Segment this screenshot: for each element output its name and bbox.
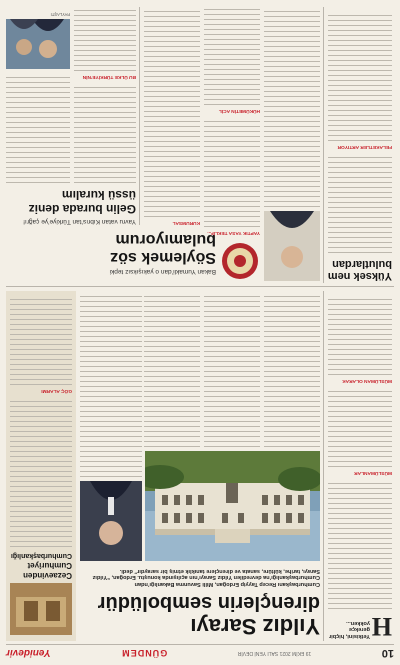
brand-logo: Yenidevir <box>6 647 51 659</box>
main-headline-2: dirençlerin sembolüdür <box>97 592 320 614</box>
right-story-col-2 <box>74 7 136 71</box>
center-red-label-2: HÜKÜMETİN ACİL <box>218 108 260 113</box>
sidebar-illustration <box>10 583 72 635</box>
main-story-col-2 <box>204 292 260 447</box>
issue-date: 19 EKİM 2021 SALI YENİ DEVİR <box>237 650 312 656</box>
left-column-text-3 <box>328 295 392 375</box>
emblem-icon <box>220 241 260 281</box>
main-headline-1: Yıldız Sarayı <box>190 614 320 639</box>
sidebar-text-2 <box>10 295 72 385</box>
main-story-col-1 <box>264 292 320 447</box>
sidebar-text <box>10 397 72 547</box>
palace-illustration <box>145 451 320 561</box>
center-kicker: Bakan Yumakli’dan o yakışıksız tepki <box>109 268 216 275</box>
center-story-col-1 <box>264 7 320 207</box>
page-number: 10 <box>381 647 394 659</box>
speaker-portrait <box>80 481 142 561</box>
center-story-col-2 <box>204 117 260 227</box>
emblem <box>220 241 260 281</box>
right-story-col-1 <box>74 83 136 183</box>
portrait-figure <box>80 481 142 561</box>
left-column-text-2 <box>328 387 392 467</box>
palace-photo <box>145 451 320 561</box>
right-headline-1: Gelin burada deniz <box>28 202 136 216</box>
right-story-col-3 <box>6 73 70 183</box>
minister-figure <box>264 211 320 281</box>
bottom-left-headline-3: Cumhurbaşkanlığı <box>10 552 72 559</box>
center-story-col-4 <box>144 7 200 217</box>
middle-story-text <box>328 153 392 253</box>
column-rule-2 <box>323 7 324 283</box>
column-rule <box>323 291 324 641</box>
left-column-title: Yetkisini, hiçbir gerekçe yokken... <box>328 620 370 639</box>
center-headline-2: bulamıyorum <box>115 231 216 248</box>
section-label: GÜNDEM <box>121 648 168 658</box>
middle-headline-1: Yüksek nem <box>327 270 392 282</box>
sidebar-photo <box>10 583 72 635</box>
main-story-col-4 <box>80 292 142 477</box>
column-rule-3 <box>139 7 140 225</box>
left-column-label-1: MÜSLÜMANLAR <box>354 470 392 475</box>
right-headline-2: üssü kuralım <box>61 188 136 202</box>
left-column-label-2: MÜSLÜMAN OLARAK <box>342 378 392 383</box>
bottom-left-headline-2: Cumhuriyet <box>27 561 72 570</box>
right-kicker: Yavru vatan Kıbrıs’tan Türkiye’ye çağrı! <box>23 218 136 225</box>
minister-photo <box>264 211 320 281</box>
drop-capital: H <box>371 612 392 641</box>
main-deck: Cumhurbaşkanı Recep Tayyip Erdoğan, Milli Savunma Bakanlığı’ndan Cumhurbaşkanlığı’na devredilen Yıldız Sarayı’nın açılışında konuştu. Erdoğan, “Yıldız Sarayı, tarihe, kültüre, sanata ve dirençlere tanıklık etmiş bir saraydır” dedi. <box>92 568 320 587</box>
masthead <box>6 644 394 661</box>
middle-story-text-2 <box>328 11 392 141</box>
right-story-photo <box>6 19 70 69</box>
right-story-illustration <box>6 19 70 69</box>
left-column-text <box>328 479 392 609</box>
sidebar-label: GÖÇ ALARMI <box>41 388 72 393</box>
middle-story-label: FELAKETLER ARTIYOR <box>337 144 392 149</box>
right-photo-caption: PAYLAŞTI <box>50 12 70 17</box>
section-divider <box>6 286 394 287</box>
middle-headline-2: bulutlardan <box>332 258 392 270</box>
right-red-label: BU ÜLKE TÜRKİYE’NİN <box>82 74 136 79</box>
bottom-left-headline-1: Cezaevinden <box>23 571 72 580</box>
center-red-label-1: YAPTIK YASA TEKLİF... <box>207 230 260 235</box>
main-story-col-3 <box>144 292 200 447</box>
center-headline-1: Söylemek söz <box>110 249 216 266</box>
center-red-label-3: KURUMSAL <box>172 220 200 225</box>
center-story-col-3 <box>204 7 260 105</box>
